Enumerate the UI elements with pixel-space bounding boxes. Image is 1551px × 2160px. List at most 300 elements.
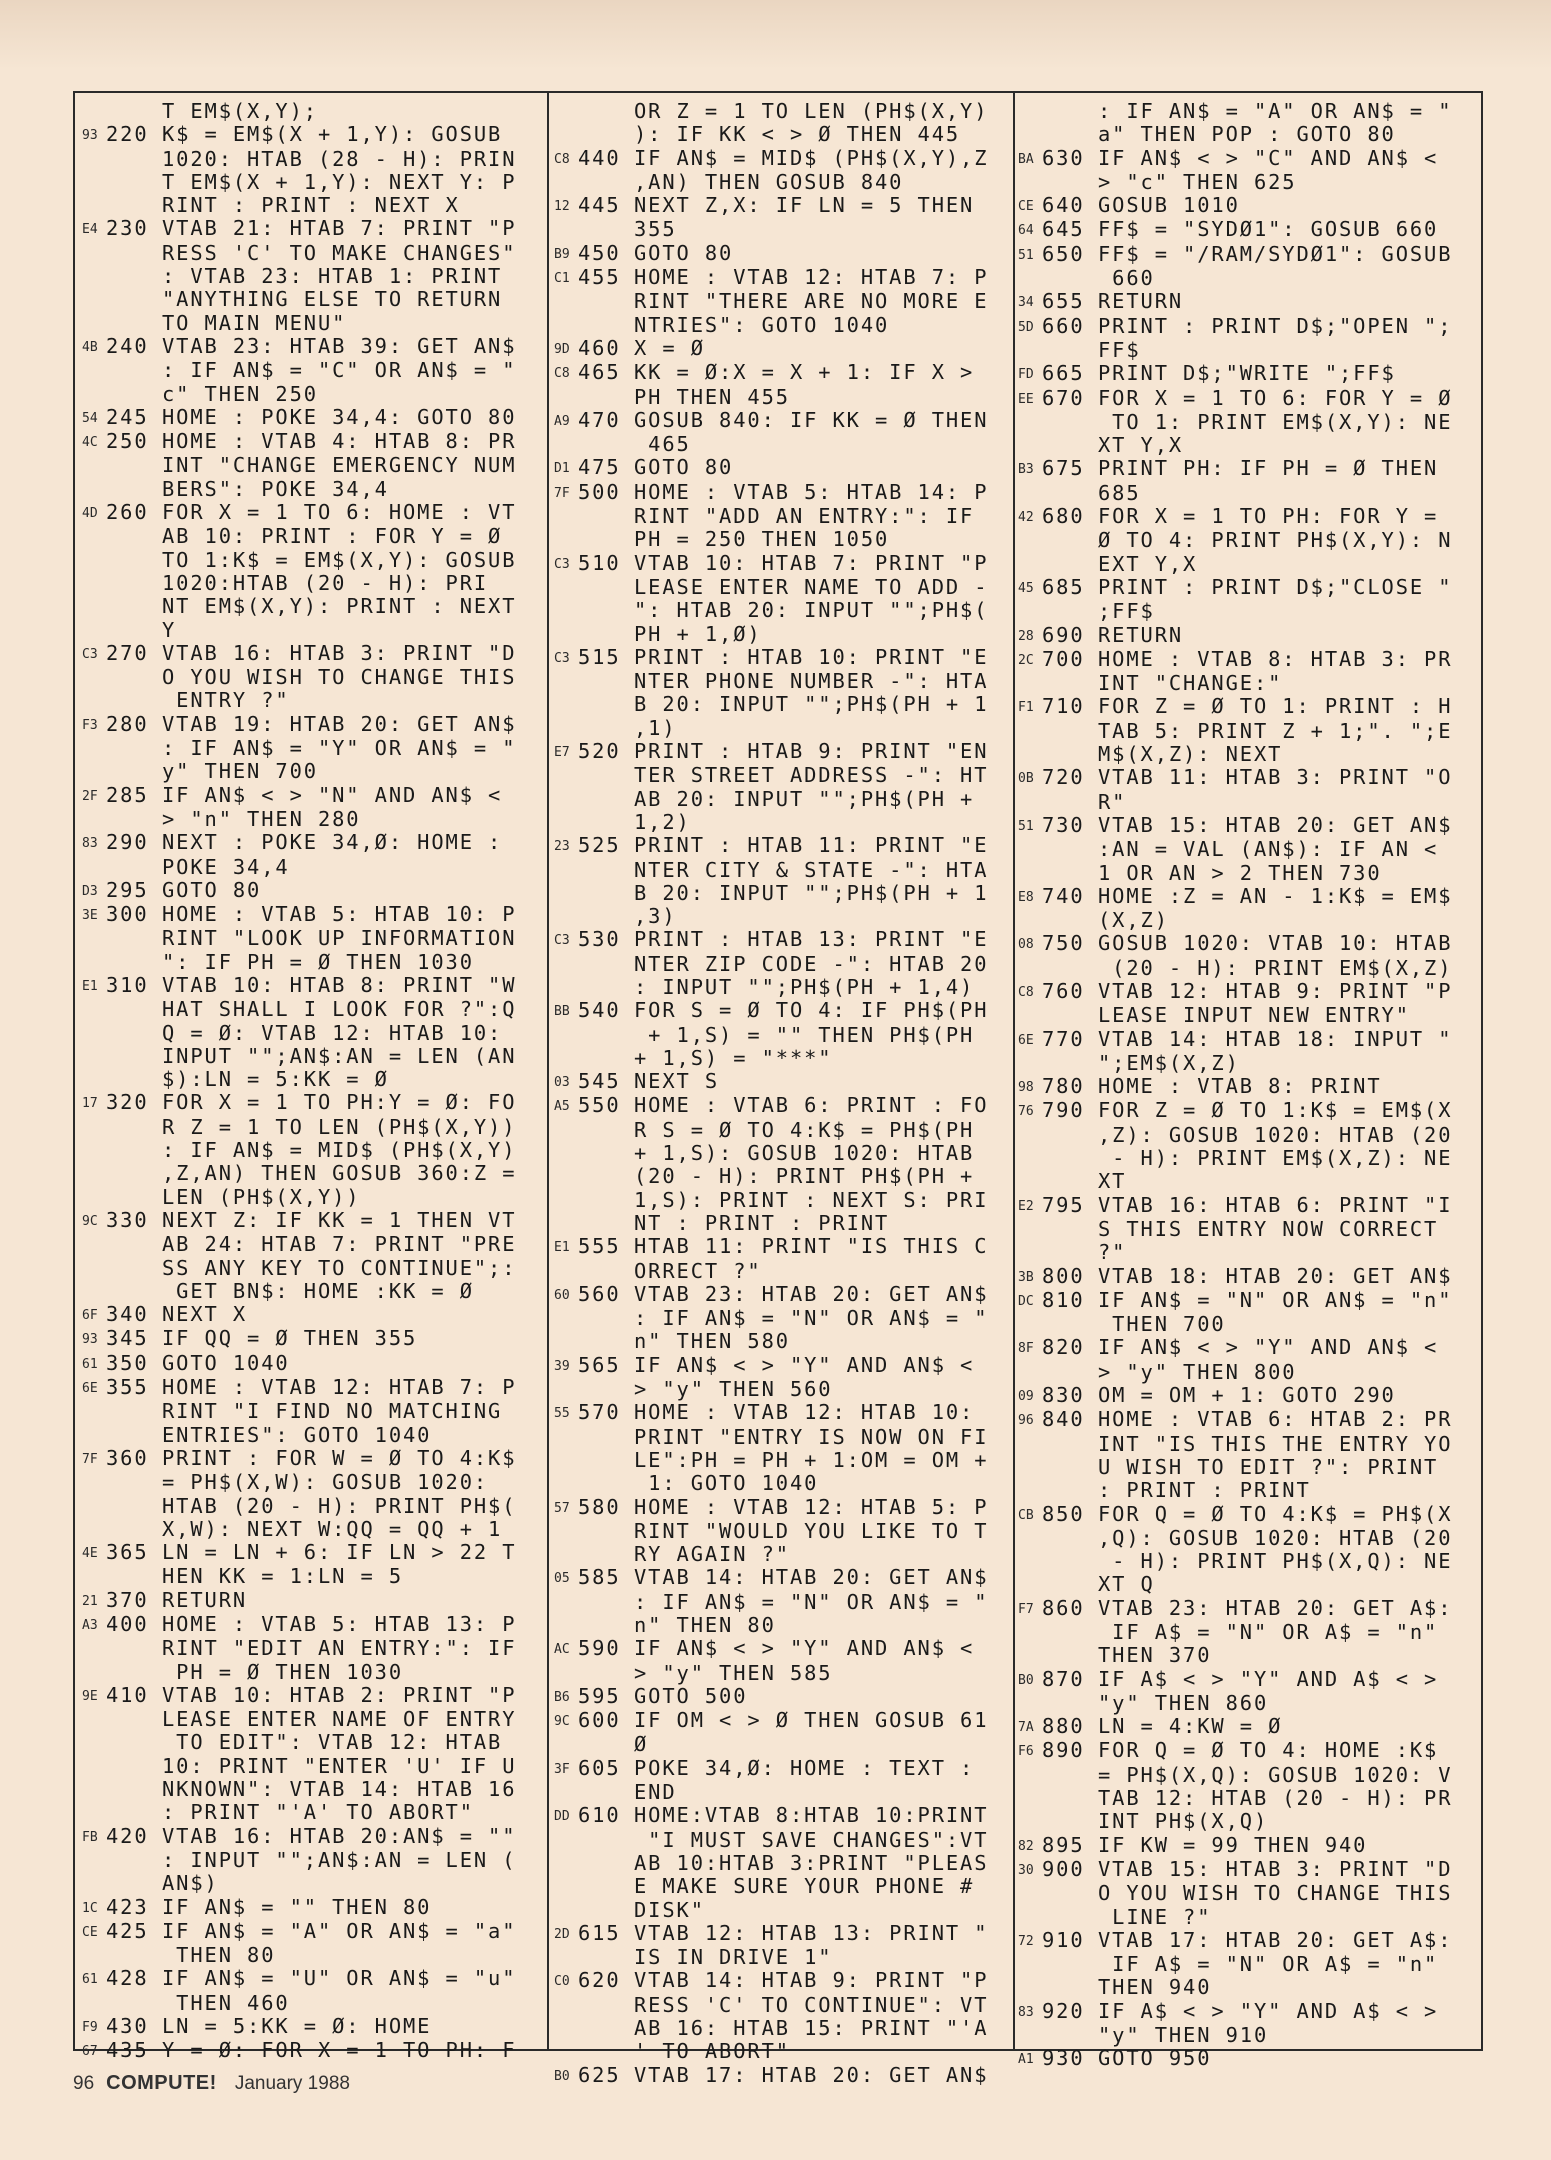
code-line	[82, 1565, 537, 1588]
code-text: X,W): NEXT W:QQ = QQ + 1	[162, 1516, 503, 1541]
code-text: LEN (PH$(X,Y))	[162, 1184, 361, 1209]
code-text: VTAB 18: HTAB 20: GET AN$	[1098, 1263, 1453, 1288]
checksum: E7	[554, 745, 570, 761]
checksum	[1018, 1052, 1042, 1053]
code-text: PH THEN 455	[634, 384, 790, 409]
checksum: 57	[554, 1500, 570, 1516]
line-number: 570	[578, 1400, 621, 1425]
code-line	[82, 1613, 537, 1637]
code-line	[554, 290, 1009, 313]
code-text: THEN 700	[1098, 1312, 1226, 1337]
code-line	[82, 335, 537, 359]
code-line	[554, 1378, 1009, 1401]
checksum: BA	[1018, 151, 1034, 167]
code-text: VTAB 12: HTAB 13: PRINT "	[634, 1920, 989, 1945]
code-line	[554, 1852, 1009, 1875]
line-number: 670	[1042, 385, 1085, 410]
code-text: PRINT PH: IF PH = Ø THEN	[1098, 456, 1439, 481]
code-line	[1018, 123, 1473, 146]
checksum	[1018, 862, 1042, 863]
code-text: : IF AN$ = "A" OR AN$ = "	[1098, 99, 1453, 123]
code-line	[554, 834, 1009, 858]
line-number: 445	[578, 193, 621, 218]
checksum	[82, 1778, 106, 1779]
code-line	[554, 1212, 1009, 1235]
code-line	[82, 501, 537, 525]
checksum	[554, 1733, 578, 1734]
code-line	[82, 831, 537, 855]
checksum	[1018, 1479, 1042, 1480]
code-text: NTER ZIP CODE -": HTAB 20	[634, 951, 989, 976]
code-text: : INPUT "";PH$(PH + 1,4)	[634, 974, 975, 999]
line-number: 860	[1042, 1595, 1085, 1620]
checksum	[82, 478, 106, 479]
code-line	[1018, 243, 1473, 267]
checksum	[554, 1165, 578, 1166]
code-text: HOME : VTAB 5: HTAB 14: P	[634, 479, 989, 504]
line-number: 610	[578, 1803, 621, 1828]
code-text: LN = 5:KK = Ø: HOME	[162, 2014, 432, 2039]
code-line	[554, 764, 1009, 787]
checksum: A1	[1018, 2052, 1034, 2068]
line-number: 750	[1042, 931, 1085, 956]
checksum: 3E	[82, 908, 98, 924]
line-number: 595	[578, 1683, 621, 1708]
code-text: HOME : VTAB 12: HTAB 5: P	[634, 1494, 989, 1519]
checksum	[82, 737, 106, 738]
code-line	[82, 1684, 537, 1708]
code-line	[1018, 1147, 1473, 1170]
code-text: PH = 250 THEN 1050	[634, 527, 890, 552]
code-text: 1 OR AN > 2 THEN 730	[1098, 860, 1382, 885]
checksum	[554, 764, 578, 765]
code-text: : PRINT "'A' TO ABORT"	[162, 1800, 474, 1825]
code-line	[554, 646, 1009, 670]
checksum: 83	[1018, 2004, 1034, 2020]
checksum	[554, 717, 578, 718]
checksum	[82, 525, 106, 526]
code-line	[1018, 814, 1473, 838]
checksum	[82, 1045, 106, 1046]
code-line	[554, 1685, 1009, 1709]
code-text: y" THEN 700	[162, 759, 318, 784]
line-number: 515	[578, 644, 621, 669]
code-line	[82, 998, 537, 1021]
checksum	[554, 1307, 578, 1308]
checksum: C0	[554, 1974, 570, 1990]
checksum	[82, 1637, 106, 1638]
line-number: 450	[578, 240, 621, 265]
code-line	[82, 359, 537, 382]
line-number: 350	[106, 1350, 149, 1375]
checksum: E1	[554, 1240, 570, 1256]
checksum	[554, 882, 578, 883]
checksum	[554, 788, 578, 789]
code-line	[1018, 1408, 1473, 1432]
checksum: 34	[1018, 295, 1034, 311]
code-line	[82, 2039, 537, 2063]
code-text: RETURN	[162, 1587, 248, 1612]
code-line	[554, 1709, 1009, 1733]
code-text: VTAB 15: HTAB 20: GET AN$	[1098, 812, 1453, 837]
code-line	[1018, 1384, 1473, 1408]
line-number: 360	[106, 1445, 149, 1470]
checksum	[1018, 553, 1042, 554]
code-text: POKE 34,Ø: HOME : TEXT :	[634, 1755, 975, 1780]
code-line	[1018, 194, 1473, 218]
checksum	[82, 595, 106, 596]
code-text: FOR Q = Ø TO 4:K$ = PH$(X	[1098, 1501, 1453, 1526]
code-line	[1018, 1834, 1473, 1858]
code-text: HOME : VTAB 8: PRINT	[1098, 1074, 1382, 1099]
code-line	[1018, 1787, 1473, 1810]
code-line	[82, 1920, 537, 1944]
code-line	[1018, 362, 1473, 386]
checksum	[554, 1543, 578, 1544]
code-line	[554, 123, 1009, 146]
checksum	[554, 1899, 578, 1900]
code-line	[554, 1994, 1009, 2017]
code-line	[554, 1330, 1009, 1353]
code-text: ": IF PH = Ø THEN 1030	[162, 949, 474, 974]
code-text: ": HTAB 20: INPUT "";PH$(	[634, 598, 989, 623]
code-text: 1,2)	[634, 809, 691, 834]
code-text: VTAB 14: HTAB 9: PRINT "P	[634, 1968, 989, 1993]
code-text: : INPUT "";AN$:AN = LEN (	[162, 1847, 517, 1872]
code-text: INPUT "";AN$:AN = LEN (AN	[162, 1043, 517, 1068]
code-line	[1018, 218, 1473, 242]
line-number: 930	[1042, 2046, 1085, 2071]
checksum	[554, 528, 578, 529]
line-number: 720	[1042, 765, 1085, 790]
checksum: 09	[1018, 1389, 1034, 1405]
line-number: 910	[1042, 1927, 1085, 1952]
line-number: 615	[578, 1920, 621, 1945]
code-text: ;FF$	[1098, 599, 1155, 624]
code-line	[1018, 2000, 1473, 2024]
code-line	[82, 856, 537, 879]
code-line	[1018, 1550, 1473, 1573]
line-number: 730	[1042, 812, 1085, 837]
code-text: INT "CHANGE:"	[1098, 671, 1283, 696]
code-line	[1018, 387, 1473, 411]
code-text: RY AGAIN ?"	[634, 1542, 790, 1567]
code-text: IF AN$ = "A" OR AN$ = "a"	[162, 1918, 517, 1943]
code-text: R"	[1098, 789, 1127, 814]
code-line	[82, 713, 537, 737]
code-text: IF AN$ = "" THEN 80	[162, 1894, 432, 1919]
code-line	[1018, 695, 1473, 719]
code-line	[1018, 1882, 1473, 1905]
checksum	[1018, 1882, 1042, 1883]
code-text: RETURN	[1098, 622, 1184, 647]
code-text: 1020: HTAB (28 - H): PRIN	[162, 146, 517, 171]
checksum	[554, 1426, 578, 1427]
code-line	[82, 383, 537, 406]
code-line	[554, 576, 1009, 599]
checksum: A5	[554, 1099, 570, 1115]
code-line	[554, 147, 1009, 171]
checksum: 0B	[1018, 771, 1034, 787]
checksum	[1018, 1692, 1042, 1693]
checksum	[1018, 267, 1042, 268]
code-text: PRINT : PRINT D$;"OPEN ";	[1098, 313, 1453, 338]
code-text: R S = Ø TO 4:K$ = PH$(PH	[634, 1117, 975, 1142]
code-line	[1018, 1194, 1473, 1218]
line-number: 270	[106, 640, 149, 665]
code-line	[1018, 1241, 1473, 1264]
line-number: 260	[106, 500, 149, 525]
checksum	[1018, 1147, 1042, 1148]
checksum: 7F	[82, 1451, 98, 1467]
checksum	[82, 856, 106, 857]
line-number: 655	[1042, 289, 1085, 314]
code-text: - H): PRINT EM$(X,Z): NE	[1098, 1146, 1453, 1171]
line-number: 455	[578, 265, 621, 290]
code-text: : IF AN$ = "N" OR AN$ = "	[634, 1306, 989, 1331]
code-text: VTAB 16: HTAB 20:AN$ = ""	[162, 1823, 517, 1848]
checksum: 17	[82, 1096, 98, 1112]
code-text: LN = 4:KW = Ø	[1098, 1714, 1283, 1739]
code-line	[1018, 2024, 1473, 2047]
code-text: INT "IS THIS THE ENTRY YO	[1098, 1431, 1453, 1456]
line-number: 580	[578, 1494, 621, 1519]
code-line	[82, 430, 537, 454]
line-number: 645	[1042, 217, 1085, 242]
code-text: GOTO 80	[162, 877, 262, 902]
code-line	[554, 1165, 1009, 1188]
code-text: BERS": POKE 34,4	[162, 476, 389, 501]
code-line	[1018, 339, 1473, 362]
code-line	[1018, 862, 1473, 885]
line-number: 525	[578, 833, 621, 858]
code-text: IF AN$ < > "N" AND AN$ <	[162, 782, 503, 807]
checksum: 6E	[1018, 1032, 1034, 1048]
checksum	[1018, 411, 1042, 412]
code-text: FOR X = 1 TO 6: FOR Y = Ø	[1098, 385, 1453, 410]
checksum	[1018, 1361, 1042, 1362]
code-line	[82, 1637, 537, 1660]
code-text: "ANYTHING ELSE TO RETURN	[162, 287, 503, 312]
code-line	[1018, 1336, 1473, 1360]
code-text: THEN 460	[162, 1990, 290, 2015]
checksum: FD	[1018, 367, 1034, 383]
code-line	[82, 1778, 537, 1801]
code-line	[554, 1591, 1009, 1614]
checksum	[1018, 1313, 1042, 1314]
line-number: 800	[1042, 1263, 1085, 1288]
code-line	[1018, 1456, 1473, 1479]
checksum: C8	[554, 151, 570, 167]
checksum	[554, 218, 578, 219]
code-line	[554, 882, 1009, 905]
code-text: > "n" THEN 280	[162, 806, 361, 831]
code-text: > "y" THEN 560	[634, 1377, 833, 1402]
checksum: 93	[82, 128, 98, 144]
column-divider	[547, 93, 549, 2049]
code-line	[1018, 1313, 1473, 1336]
line-number: 690	[1042, 622, 1085, 647]
code-line	[554, 623, 1009, 646]
checksum	[554, 100, 578, 101]
line-number: 820	[1042, 1335, 1085, 1360]
code-line	[554, 1804, 1009, 1828]
line-number: 330	[106, 1207, 149, 1232]
code-line	[554, 456, 1009, 480]
checksum	[1018, 1456, 1042, 1457]
code-line	[1018, 1479, 1473, 1502]
checksum	[82, 454, 106, 455]
code-line	[554, 409, 1009, 433]
code-text: HOME : VTAB 12: HTAB 7: P	[634, 265, 989, 290]
code-text: IF AN$ = "N" OR AN$ = "n"	[1098, 1287, 1453, 1312]
code-text: + 1,S) = "" THEN PH$(PH	[634, 1022, 975, 1047]
checksum	[82, 1801, 106, 1802]
code-text: O YOU WISH TO CHANGE THIS	[1098, 1881, 1453, 1906]
code-line	[82, 148, 537, 171]
code-text: ,Z): GOSUB 1020: HTAB (20	[1098, 1122, 1453, 1147]
code-line	[554, 1496, 1009, 1520]
line-number: 410	[106, 1682, 149, 1707]
code-line	[1018, 1028, 1473, 1052]
code-text: NEXT S	[634, 1069, 720, 1094]
checksum	[554, 2017, 578, 2018]
checksum	[554, 859, 578, 860]
code-text: M$(X,Z): NEXT	[1098, 742, 1283, 767]
code-text: FF$	[1098, 337, 1141, 362]
code-text: + 1,S) = "***"	[634, 1045, 833, 1070]
code-line	[554, 314, 1009, 337]
checksum	[1018, 957, 1042, 958]
code-text: :AN = VAL (AN$): IF AN <	[1098, 837, 1439, 862]
code-line	[82, 737, 537, 760]
code-line	[554, 218, 1009, 241]
checksum: E2	[1018, 1198, 1034, 1214]
checksum: 2C	[1018, 652, 1034, 668]
code-line	[82, 808, 537, 831]
code-text: "I MUST SAVE CHANGES":VT	[634, 1827, 989, 1852]
code-text: IF A$ = "N" OR A$ = "n"	[1098, 1952, 1439, 1977]
code-line	[554, 2040, 1009, 2063]
code-line	[1018, 1715, 1473, 1739]
checksum	[1018, 720, 1042, 721]
code-text: FOR X = 1 TO 6: HOME : VT	[162, 500, 517, 525]
code-line	[554, 1472, 1009, 1495]
code-line	[554, 1662, 1009, 1685]
line-number: 665	[1042, 361, 1085, 386]
code-text: ): IF KK < > Ø THEN 445	[634, 122, 961, 147]
code-line	[1018, 1218, 1473, 1241]
checksum: C3	[82, 646, 98, 662]
code-line	[554, 1566, 1009, 1590]
checksum	[1018, 743, 1042, 744]
code-text: 10: PRINT "ENTER 'U' IF U	[162, 1753, 517, 1778]
checksum	[554, 1946, 578, 1947]
line-number: 240	[106, 333, 149, 358]
code-text: VTAB 23: HTAB 20: GET A$:	[1098, 1595, 1453, 1620]
checksum: 8F	[1018, 1341, 1034, 1357]
code-text: PH + 1,Ø)	[634, 621, 762, 646]
checksum: 9D	[554, 341, 570, 357]
code-line	[82, 1896, 537, 1920]
checksum: A9	[554, 413, 570, 429]
checksum	[1018, 434, 1042, 435]
checksum	[1018, 1004, 1042, 1005]
checksum	[82, 1022, 106, 1023]
line-number: 660	[1042, 313, 1085, 338]
code-line	[82, 1091, 537, 1115]
code-text: TO 1:K$ = EM$(X,Y): GOSUB	[162, 547, 517, 572]
code-text: IF AN$ < > "Y" AND AN$ <	[634, 1636, 975, 1661]
code-line	[82, 123, 537, 147]
code-line	[1018, 505, 1473, 529]
line-number: 465	[578, 360, 621, 385]
code-line	[82, 1731, 537, 1754]
code-text: FOR Q = Ø TO 4: HOME :K$	[1098, 1738, 1439, 1763]
checksum	[1018, 838, 1042, 839]
checksum	[82, 1992, 106, 1993]
code-text: GOTO 950	[1098, 2046, 1212, 2071]
code-text: 465	[634, 432, 691, 457]
code-text: PRINT D$;"WRITE ";FF$	[1098, 361, 1396, 386]
checksum: F7	[1018, 1601, 1034, 1617]
code-text: T EM$(X,Y);	[162, 99, 318, 123]
code-line	[82, 879, 537, 903]
checksum	[1018, 1621, 1042, 1622]
checksum: DC	[1018, 1293, 1034, 1309]
line-number: 600	[578, 1708, 621, 1733]
code-line	[82, 1849, 537, 1872]
code-text: IF KW = 99 THEN 940	[1098, 1832, 1368, 1857]
code-text: E MAKE SURE YOUR PHONE #	[634, 1874, 975, 1899]
checksum	[554, 1119, 578, 1120]
code-text: FF$ = "/RAM/SYDØ1": GOSUB	[1098, 241, 1453, 266]
code-line	[82, 1352, 537, 1376]
code-text: S THIS ENTRY NOW CORRECT	[1098, 1216, 1439, 1241]
code-line	[82, 1257, 537, 1280]
checksum	[1018, 1218, 1042, 1219]
code-line	[1018, 576, 1473, 600]
line-number: 470	[578, 407, 621, 432]
code-line	[554, 528, 1009, 551]
code-line	[82, 666, 537, 689]
checksum	[82, 265, 106, 266]
code-text: ?"	[1098, 1240, 1127, 1265]
code-line	[1018, 980, 1473, 1004]
code-text: IF AN$ = MID$ (PH$(X,Y),Z	[634, 145, 989, 170]
code-text: HAT SHALL I LOOK FOR ?":Q	[162, 997, 517, 1022]
line-number: 365	[106, 1540, 149, 1565]
checksum	[1018, 1764, 1042, 1765]
checksum	[1018, 339, 1042, 340]
code-text: B 20: INPUT "";PH$(PH + 1	[634, 880, 989, 905]
checksum	[82, 549, 106, 550]
line-number: 430	[106, 2014, 149, 2039]
line-number: 310	[106, 972, 149, 997]
line-number: 475	[578, 455, 621, 480]
checksum: C3	[554, 650, 570, 666]
code-line	[1018, 1621, 1473, 1644]
code-text: INT PH$(X,Q)	[1098, 1809, 1269, 1834]
code-line	[554, 1260, 1009, 1283]
line-number: 540	[578, 998, 621, 1023]
code-text: GOSUB 1020: VTAB 10: HTAB	[1098, 931, 1453, 956]
code-text: HOME : VTAB 4: HTAB 8: PR	[162, 429, 517, 454]
line-number: 355	[106, 1375, 149, 1400]
code-text: FOR X = 1 TO PH:Y = Ø: FO	[162, 1090, 517, 1115]
checksum	[82, 998, 106, 999]
line-number: 290	[106, 830, 149, 855]
